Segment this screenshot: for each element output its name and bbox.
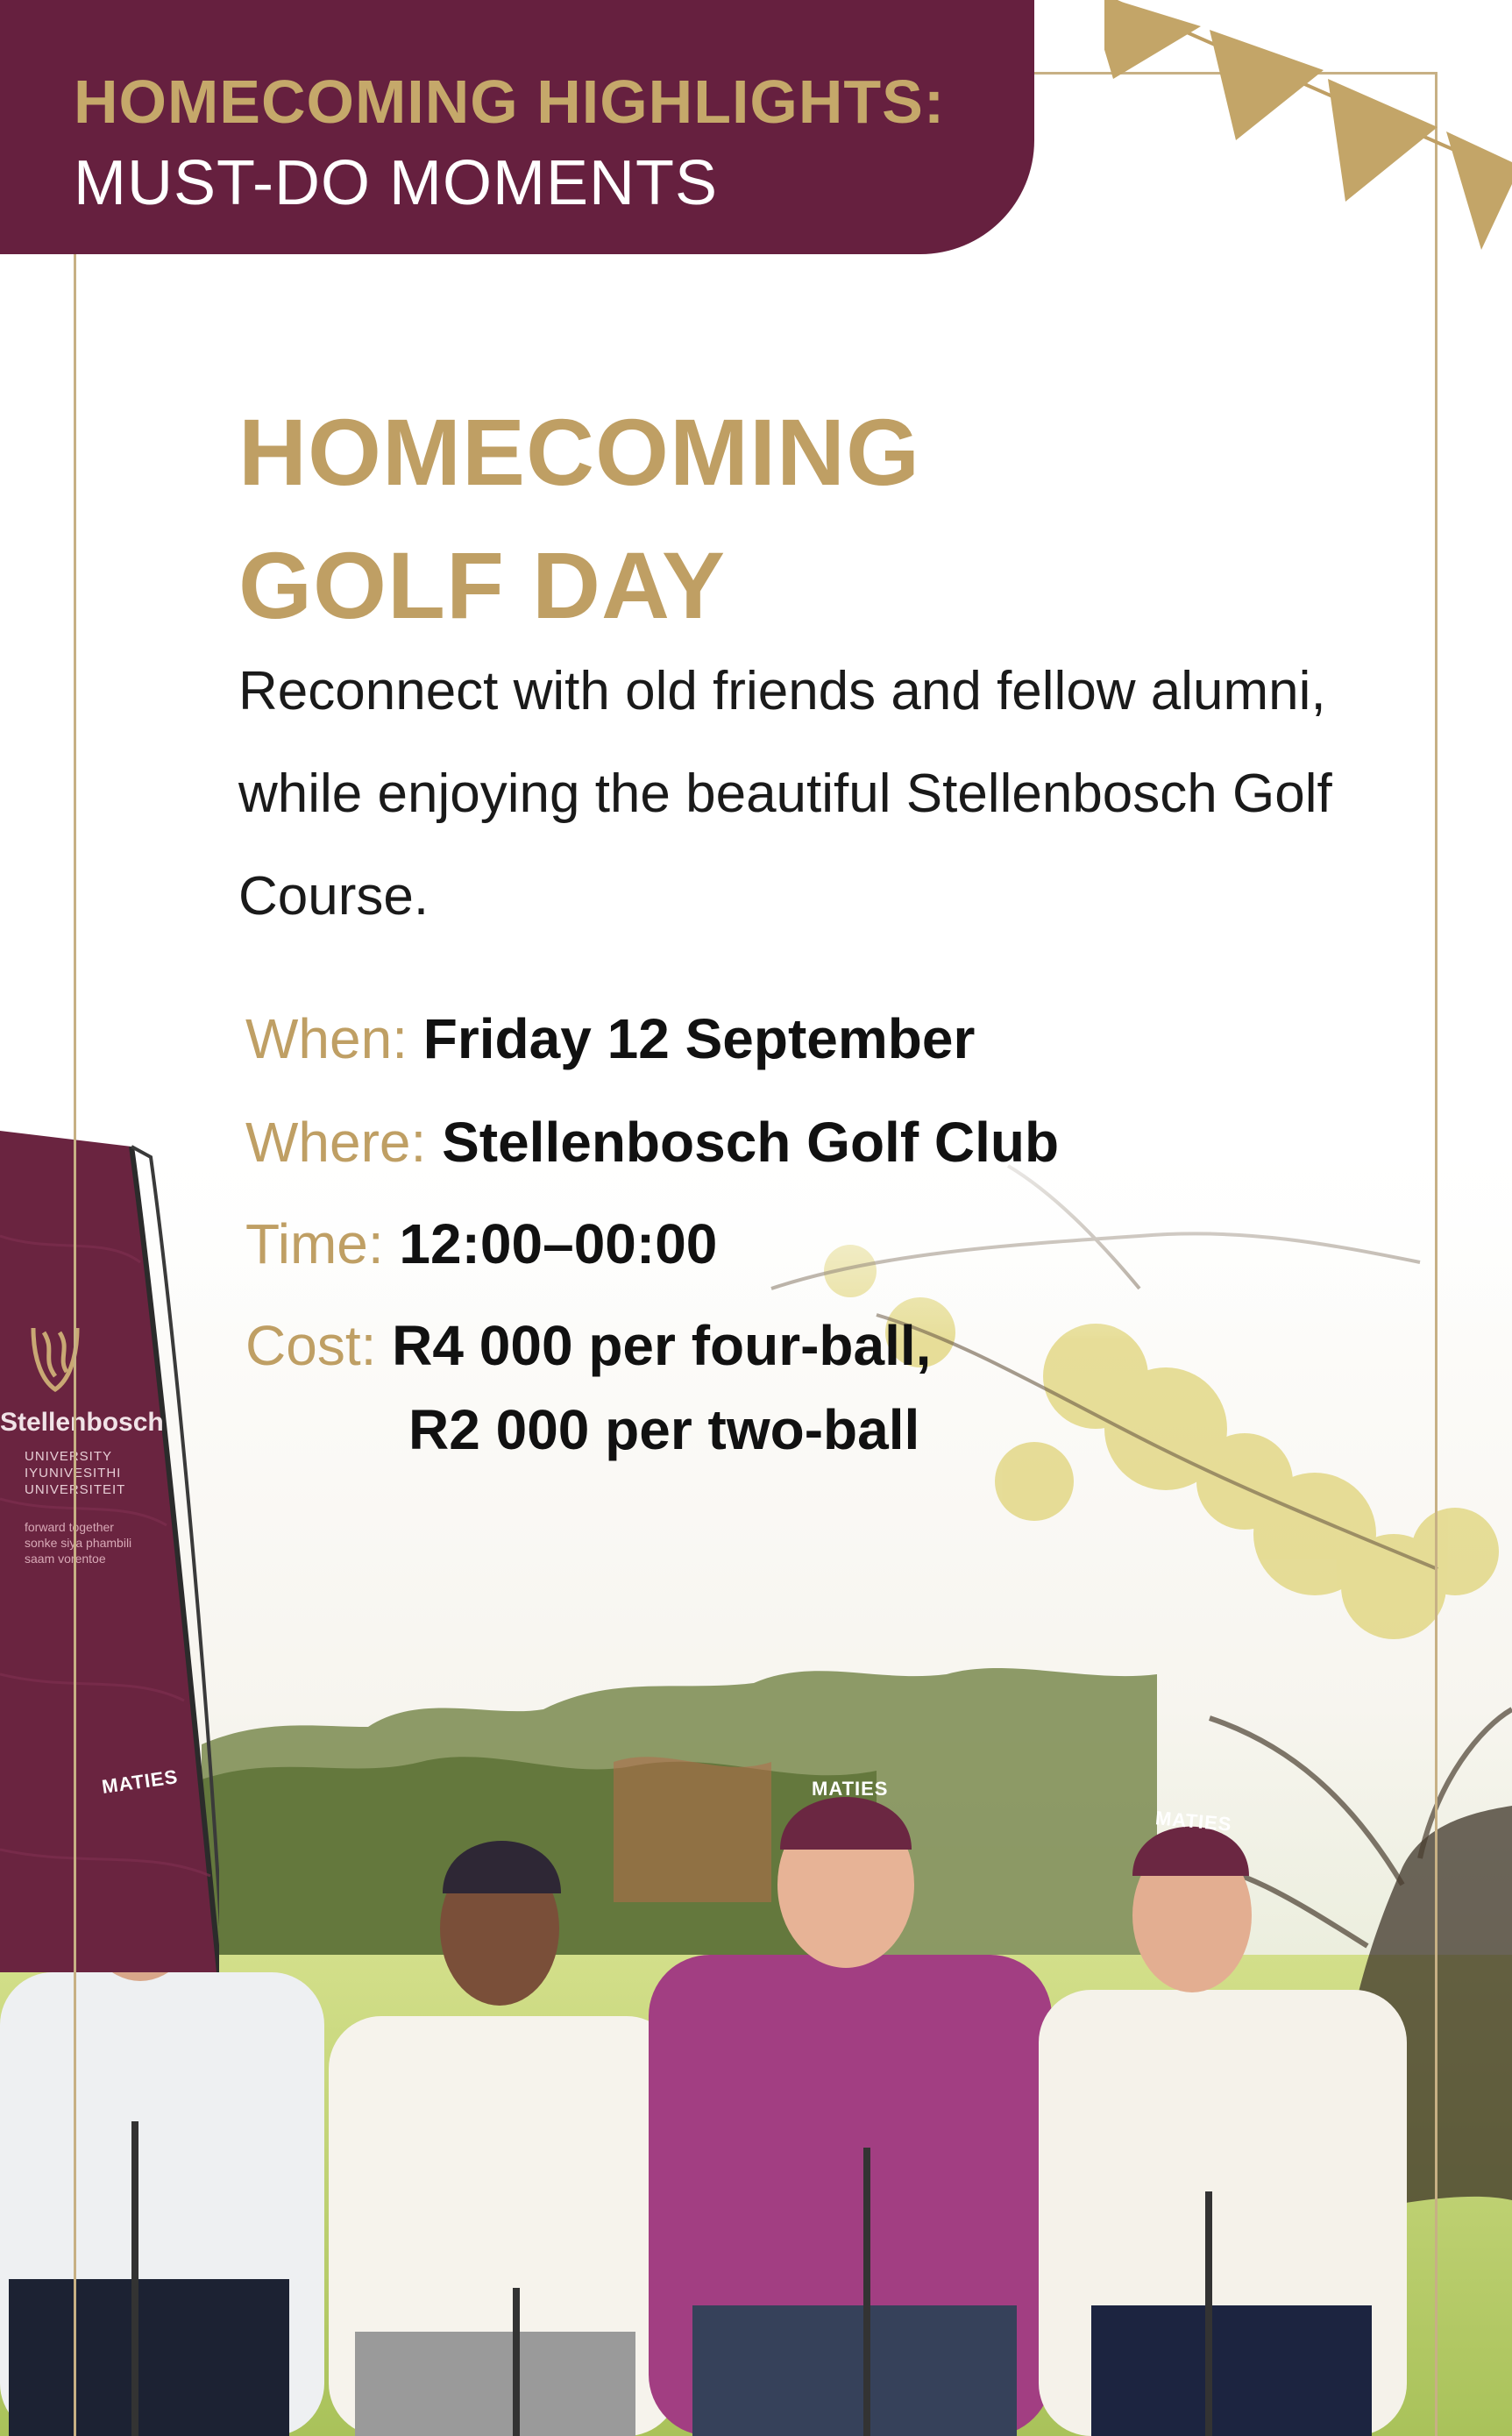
detail-cost-value-1: R4 000 per four-ball, [392,1314,932,1377]
header-subtitle: MUST-DO MOMENTS [74,148,718,218]
event-description: Reconnect with old friends and fellow alumni, while enjoying the beautiful Stellenbosch Golf Course. [238,661,1332,927]
cap-logo-text: MATIES [812,1778,889,1800]
event-title [238,386,920,652]
flag-motto: forward together sonke siya phambili saam vorentoe [25,1520,132,1566]
detail-where-value: Stellenbosch Golf Club [442,1111,1060,1174]
detail-when-label: When: [245,1007,408,1070]
detail-time-label: Time: [245,1212,384,1275]
event-title-line1: HOMECOMING [238,399,920,505]
detail-cost-label: Cost: [245,1314,377,1377]
detail-cost-continued [408,1395,919,1465]
detail-time-value: 12:00–00:00 [399,1212,718,1275]
detail-where-label: Where: [245,1111,427,1174]
flag-university-subtitle: UNIVERSITY IYUNIVESITHI UNIVERSITEIT [25,1449,126,1497]
detail-when [245,1004,975,1074]
header-banner [0,0,1034,254]
cap-logo-text: MATIES [100,1765,180,1798]
cap-logo-text: MATIES [1154,1807,1233,1836]
detail-cost-value-2: R2 000 per two-ball [408,1398,920,1461]
flag-university-name: Stellenbosch [0,1408,164,1437]
event-title-line2: GOLF DAY [238,532,727,638]
detail-when-value: Friday 12 September [422,1007,976,1070]
bunting-flags-icon [1104,0,1512,263]
header-title: HOMECOMING HIGHLIGHTS: [74,67,946,136]
detail-cost [245,1310,931,1381]
detail-where [245,1107,1059,1177]
detail-time [245,1209,717,1279]
